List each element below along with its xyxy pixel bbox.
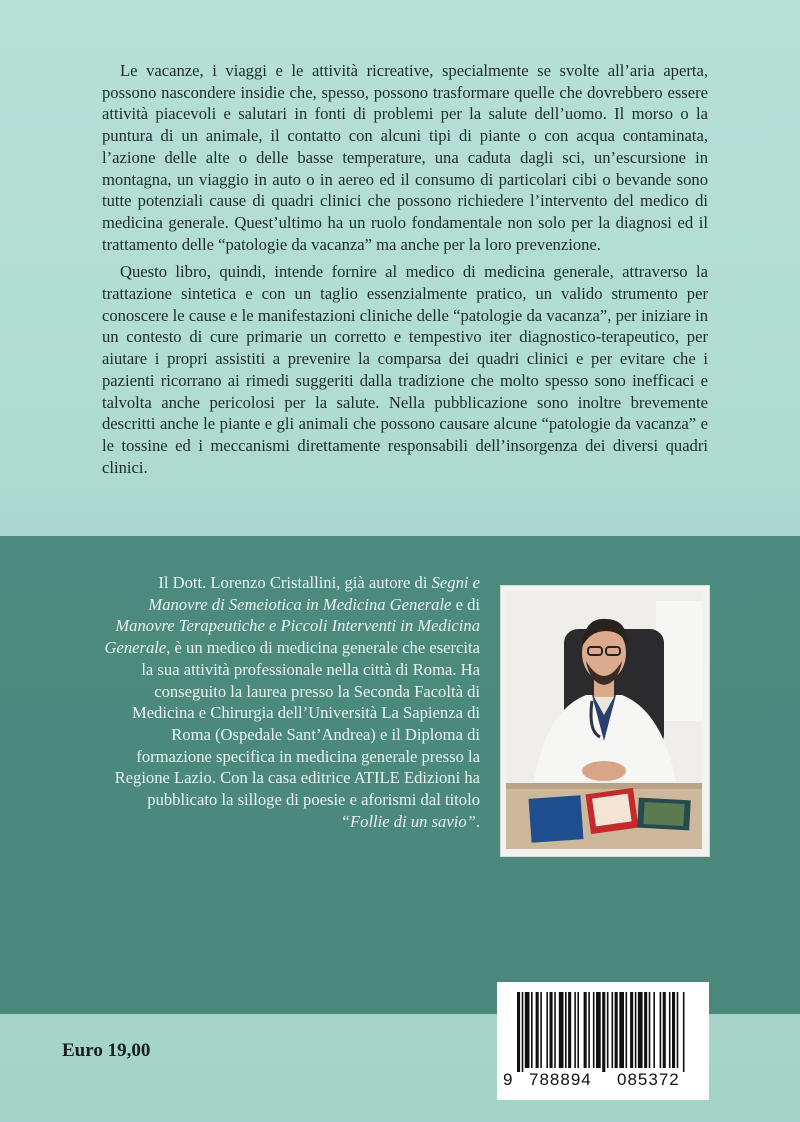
barcode-bar (649, 992, 651, 1068)
barcode-bar (626, 992, 628, 1068)
barcode-bar (663, 992, 666, 1068)
barcode-bar (669, 992, 671, 1068)
author-bio-text (100, 572, 480, 832)
barcode-bar (596, 992, 601, 1068)
barcode-bar (531, 992, 533, 1068)
barcode-right-digits: 085372 (617, 1070, 680, 1089)
barcode-bar (660, 992, 662, 1068)
barcode-bar (540, 992, 542, 1068)
book-description (102, 60, 708, 484)
bio-book-title-2: Manovre Terapeutiche e Piccoli Interventi in Medicina Generale (104, 616, 480, 658)
barcode-bar (536, 992, 539, 1068)
bio-book-title-3: “Follie di un savio” (340, 811, 476, 831)
barcode-bar (588, 992, 590, 1068)
barcode-bar (607, 992, 609, 1068)
barcode-bar (619, 992, 624, 1068)
author-portrait-illustration (506, 591, 702, 849)
description-paragraph-2: Questo libro, quindi, intende fornire al medico di medicina generale, attraverso la trattazione sintetica e con un taglio essenzialmente pratico, un valido strumento per conoscere le cause e le manifestazioni cliniche delle “patologie da vacanza”, per iniziare in un contesto di cure primarie un corretto e tempestivo iter diagnostico-terapeutico, per aiutare i propri assistiti a prevenire la comparsa dei quadri clinici e per evitare che i pazienti ricorrano ai rimedi suggeriti dalla tradizione che molto spesso sono inefficaci e talvolta anche pericolosi per la salute. Nella pubblicazione sono inoltre brevemente descritti anche le piante e gli animali che possono causare alcune “patologie da vacanza” e le tossine ed i meccanismi direttamente responsabili dell’insorgenza dei diversi quadri clinici. (102, 262, 708, 477)
barcode-bar (615, 992, 618, 1068)
barcode-bar (574, 992, 576, 1068)
barcode-bar (522, 992, 524, 1072)
author-photo (500, 585, 710, 857)
barcode-bar (517, 992, 520, 1072)
book-price: Euro 19,00 (62, 1040, 151, 1061)
barcode-bar (554, 992, 556, 1068)
barcode-bar (577, 992, 579, 1068)
barcode-bar (584, 992, 587, 1068)
barcode-left-digits: 788894 (529, 1070, 592, 1089)
barcode-bar (525, 992, 530, 1068)
bio-part-1: Il Dott. Lorenzo Cristallini, già autore di (158, 573, 432, 592)
isbn-barcode (497, 982, 709, 1100)
barcode-bar (568, 992, 571, 1068)
barcode-bar (550, 992, 553, 1068)
barcode-bar (630, 992, 633, 1068)
barcode-digits (497, 1070, 709, 1094)
barcode-bar (602, 992, 605, 1072)
barcode-bar (638, 992, 643, 1068)
barcode-bars (497, 982, 709, 1072)
bio-part-2: e di (451, 594, 480, 614)
description-paragraph-1: Le vacanze, i viaggi e le attività ricreative, specialmente se svolte all’aria aperta, possono nascondere insidie che, spesso, possono trasformare quelle che dovrebbero essere attività piacevoli e salutari in fonti di problemi per la salute dell’uomo. Il morso o la puntura di un animale, il contatto con alcuni tipi di piante o con acqua contaminata, l’azione delle alte o delle basse temperature, una caduta dagli sci, un’escursione in montagna, un viaggio in auto o in aereo ed il consumo di particolari cibi o bevande sono tutte potenziali cause di quadri clinici che possono richiedere l’intervento del medico di medicina generale. Quest’ultimo ha un ruolo fondamentale non solo per la diagnosi ed il trattamento delle “patologie da vacanza” ma anche per la loro prevenzione. (102, 61, 708, 254)
barcode-bar (644, 992, 647, 1068)
bio-part-4: . (475, 811, 480, 831)
barcode-bar (677, 992, 679, 1068)
bio-book-title-1: Segni e Manovre di Semeiotica in Medicina Generale (148, 573, 480, 614)
barcode-first-digit: 9 (503, 1070, 513, 1089)
barcode-bar (653, 992, 655, 1068)
barcode-bar (546, 992, 548, 1068)
author-photo-image (506, 591, 702, 849)
barcode-bar (559, 992, 564, 1068)
bio-part-3: , è un medico di medicina generale che esercita la sua attività professionale nella città di Roma. Ha conseguito la laurea presso la Seconda Facoltà di Medicina e Chirurgia dell’Università La Sapienza di Roma (Ospedale Sant’Andrea) e il Diploma di formazione specifica in medicina generale presso la Regione Lazio. Con la casa editrice ATILE Edizioni ha pubblicato la silloge di poesie e aforismi dal titolo (114, 638, 480, 810)
barcode-bar (593, 992, 595, 1068)
author-biography (100, 572, 480, 832)
barcode-bar (672, 992, 675, 1068)
barcode-bar (565, 992, 567, 1068)
barcode-bar (612, 992, 614, 1068)
barcode-bar (683, 992, 685, 1072)
barcode-bar (635, 992, 637, 1068)
